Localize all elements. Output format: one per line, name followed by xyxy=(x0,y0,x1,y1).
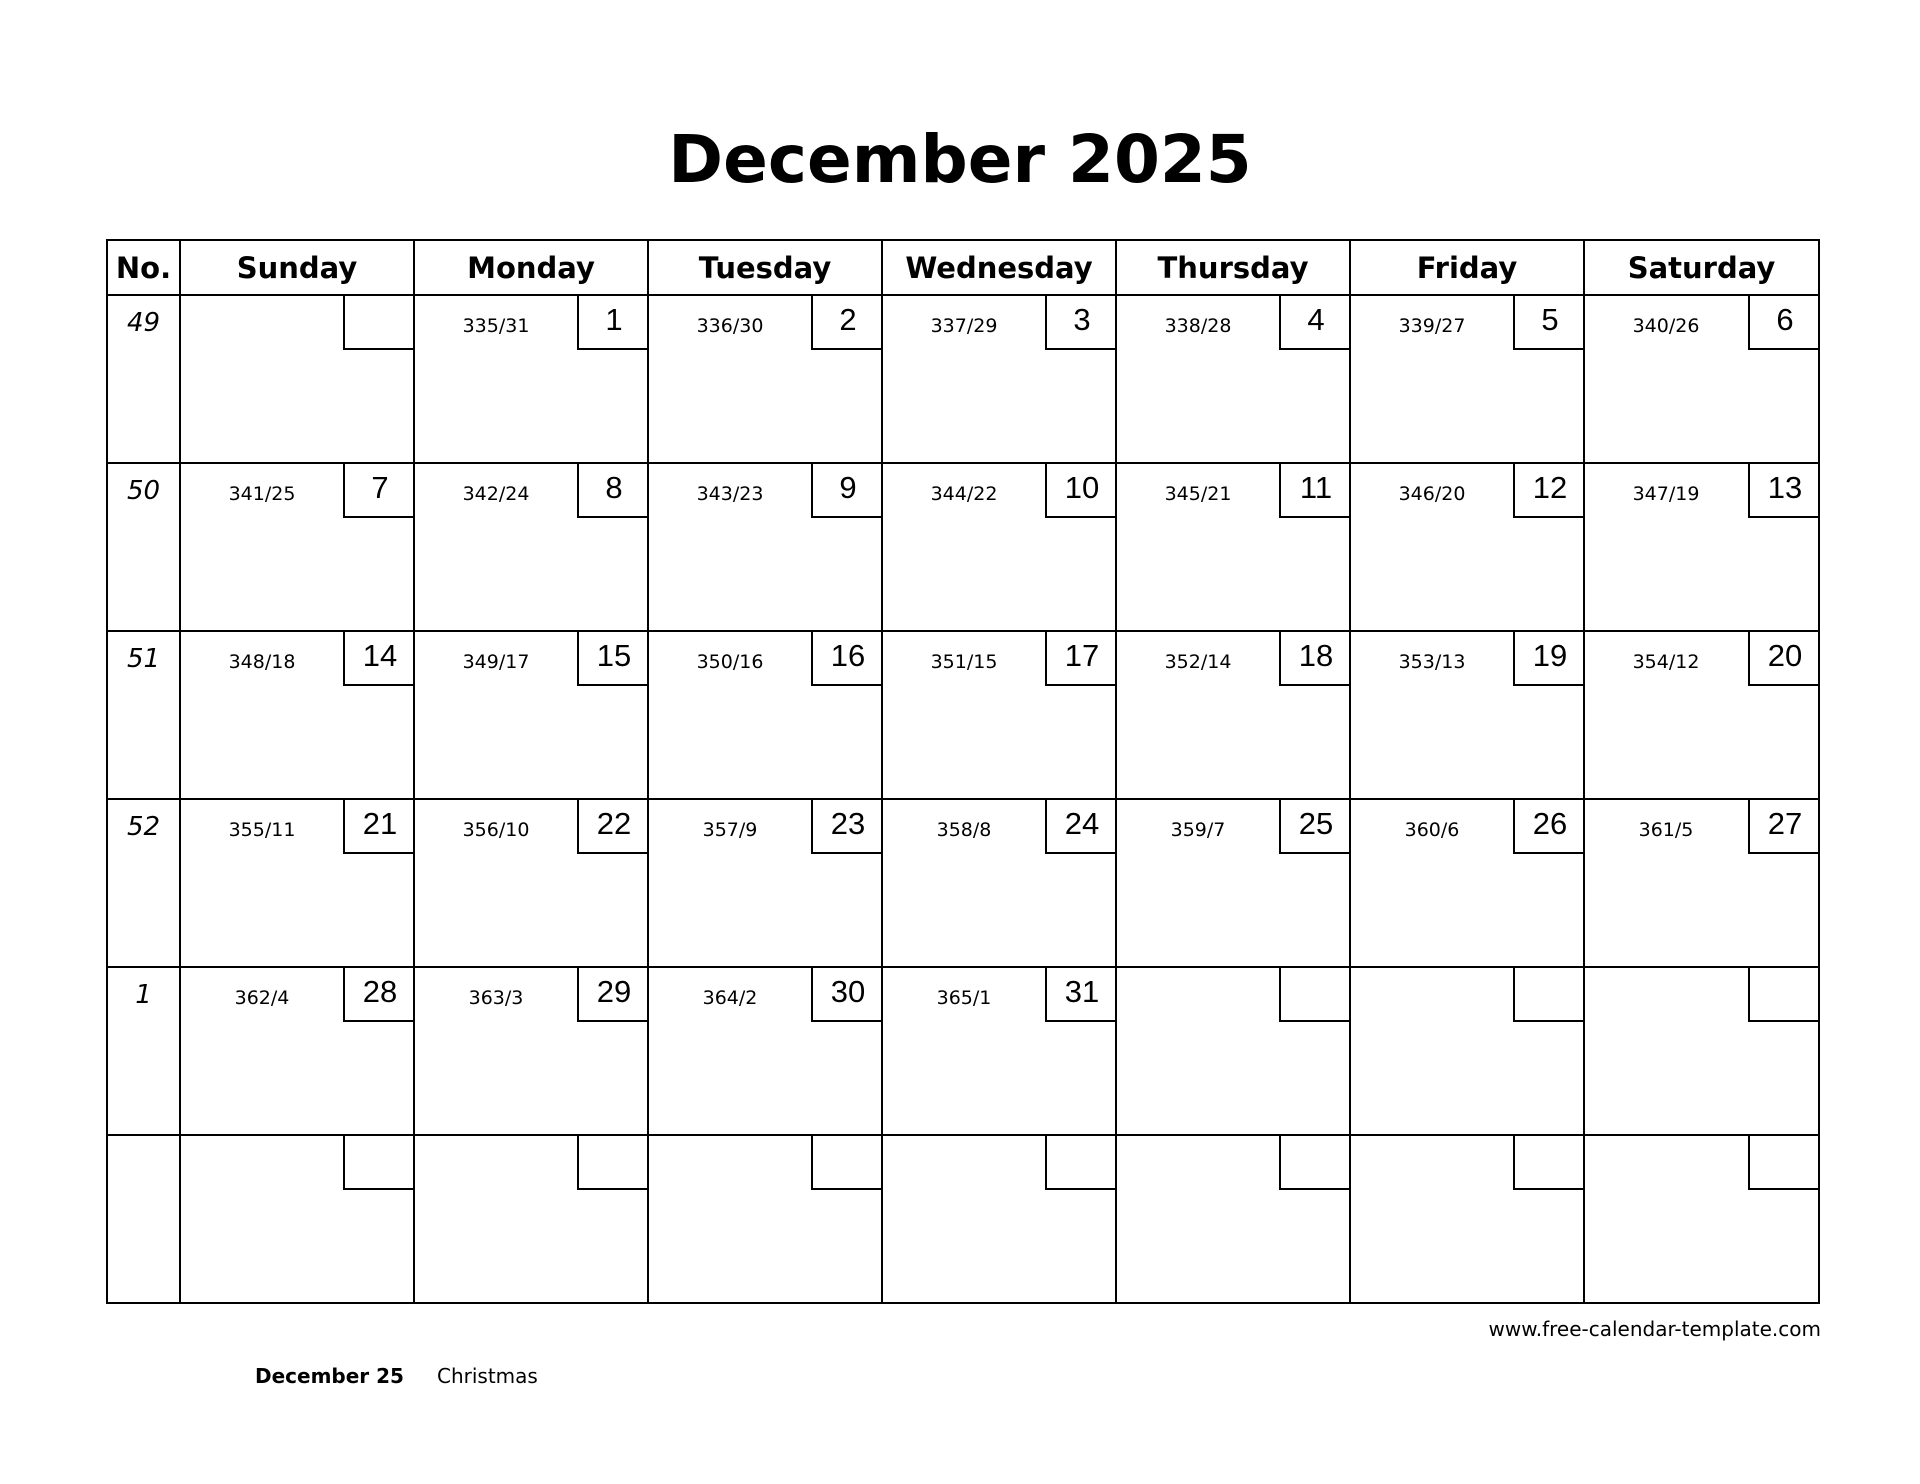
day-of-year: 365/1 xyxy=(936,987,992,1009)
day-number: 1 xyxy=(577,294,649,350)
day-cell[interactable] xyxy=(180,631,414,799)
day-cell[interactable] xyxy=(648,463,882,631)
weekday-header-friday: Friday xyxy=(1350,240,1584,295)
day-cell[interactable] xyxy=(414,631,648,799)
day-of-year: 340/26 xyxy=(1632,315,1700,337)
day-of-year: 363/3 xyxy=(468,987,524,1009)
day-cell[interactable] xyxy=(1584,463,1819,631)
day-number: 8 xyxy=(577,462,649,518)
day-cell[interactable] xyxy=(180,967,414,1135)
day-cell[interactable] xyxy=(180,1135,414,1303)
day-cell-body xyxy=(1351,800,1583,966)
day-cell-body xyxy=(181,464,413,630)
day-number: 10 xyxy=(1045,462,1117,518)
day-cell-body xyxy=(883,632,1115,798)
day-number: 18 xyxy=(1279,630,1351,686)
day-cell[interactable] xyxy=(882,463,1116,631)
day-number: 19 xyxy=(1513,630,1585,686)
holiday-list xyxy=(255,1363,538,1389)
day-of-year: 361/5 xyxy=(1638,819,1694,841)
week-number xyxy=(107,1135,180,1303)
day-number: 31 xyxy=(1045,966,1117,1022)
day-cell-body xyxy=(181,800,413,966)
day-number xyxy=(1513,966,1585,1022)
day-cell-body xyxy=(181,632,413,798)
day-cell-body xyxy=(883,296,1115,462)
week-row xyxy=(107,1135,1819,1303)
day-number: 2 xyxy=(811,294,883,350)
day-of-year: 357/9 xyxy=(702,819,758,841)
day-cell-body xyxy=(1117,1136,1349,1302)
day-number xyxy=(1748,966,1820,1022)
day-number xyxy=(1279,966,1351,1022)
day-number: 23 xyxy=(811,798,883,854)
day-cell-body xyxy=(649,632,881,798)
day-cell[interactable] xyxy=(1350,463,1584,631)
day-number: 13 xyxy=(1748,462,1820,518)
day-cell-body xyxy=(415,296,647,462)
day-of-year: 351/15 xyxy=(930,651,998,673)
day-cell[interactable] xyxy=(414,967,648,1135)
day-cell[interactable] xyxy=(1350,799,1584,967)
day-number: 27 xyxy=(1748,798,1820,854)
day-of-year: 356/10 xyxy=(462,819,530,841)
day-cell-body xyxy=(1351,1136,1583,1302)
day-cell-body xyxy=(883,800,1115,966)
day-number xyxy=(343,294,415,350)
day-number: 26 xyxy=(1513,798,1585,854)
day-of-year: 347/19 xyxy=(1632,483,1700,505)
day-cell-body xyxy=(1117,800,1349,966)
day-cell[interactable] xyxy=(648,1135,882,1303)
weekday-header-tuesday: Tuesday xyxy=(648,240,882,295)
day-cell-body xyxy=(1351,632,1583,798)
day-number: 24 xyxy=(1045,798,1117,854)
day-cell[interactable] xyxy=(1584,295,1819,463)
day-cell[interactable] xyxy=(1116,799,1350,967)
day-of-year: 359/7 xyxy=(1170,819,1226,841)
day-cell[interactable] xyxy=(1350,967,1584,1135)
day-cell-body xyxy=(1585,968,1818,1134)
day-cell-body xyxy=(1351,296,1583,462)
day-cell[interactable] xyxy=(882,1135,1116,1303)
day-cell[interactable] xyxy=(414,295,648,463)
day-cell-body xyxy=(1585,632,1818,798)
week-row xyxy=(107,631,1819,799)
day-number: 21 xyxy=(343,798,415,854)
day-cell[interactable] xyxy=(414,1135,648,1303)
day-cell[interactable] xyxy=(1350,295,1584,463)
day-cell[interactable] xyxy=(180,799,414,967)
week-number: 50 xyxy=(107,463,180,631)
day-cell-body xyxy=(1585,296,1818,462)
day-cell[interactable] xyxy=(1584,1135,1819,1303)
day-cell-body xyxy=(415,464,647,630)
day-cell-body xyxy=(649,968,881,1134)
day-number: 11 xyxy=(1279,462,1351,518)
week-row xyxy=(107,463,1819,631)
calendar-body xyxy=(107,295,1819,1303)
holiday-item xyxy=(255,1363,538,1389)
week-number: 1 xyxy=(107,967,180,1135)
day-cell-body xyxy=(181,296,413,462)
day-number xyxy=(1748,1134,1820,1190)
day-of-year: 342/24 xyxy=(462,483,530,505)
day-cell-body xyxy=(1117,464,1349,630)
calendar-grid xyxy=(106,239,1820,1304)
day-cell[interactable] xyxy=(1584,631,1819,799)
day-number: 4 xyxy=(1279,294,1351,350)
day-cell-body xyxy=(415,1136,647,1302)
day-cell[interactable] xyxy=(1116,295,1350,463)
day-cell[interactable] xyxy=(180,463,414,631)
day-cell-body xyxy=(883,1136,1115,1302)
day-cell-body xyxy=(415,632,647,798)
weekday-header-row xyxy=(107,240,1819,295)
day-of-year: 336/30 xyxy=(696,315,764,337)
day-of-year: 354/12 xyxy=(1632,651,1700,673)
weekday-header-wednesday: Wednesday xyxy=(882,240,1116,295)
week-row xyxy=(107,799,1819,967)
day-number: 28 xyxy=(343,966,415,1022)
website-credit: www.free-calendar-template.com xyxy=(1488,1317,1821,1341)
day-cell[interactable] xyxy=(882,295,1116,463)
weekday-header-thursday: Thursday xyxy=(1116,240,1350,295)
day-cell[interactable] xyxy=(1116,631,1350,799)
day-cell[interactable] xyxy=(882,967,1116,1135)
day-cell-body xyxy=(883,968,1115,1134)
day-cell-body xyxy=(415,968,647,1134)
day-of-year: 360/6 xyxy=(1404,819,1460,841)
day-number: 30 xyxy=(811,966,883,1022)
day-number xyxy=(1279,1134,1351,1190)
day-cell[interactable] xyxy=(1116,463,1350,631)
day-cell[interactable] xyxy=(882,799,1116,967)
day-cell-body xyxy=(649,296,881,462)
day-of-year: 344/22 xyxy=(930,483,998,505)
day-cell[interactable] xyxy=(1584,799,1819,967)
day-cell-body xyxy=(181,968,413,1134)
day-number: 7 xyxy=(343,462,415,518)
day-cell-body xyxy=(415,800,647,966)
day-cell[interactable] xyxy=(1350,631,1584,799)
day-number: 3 xyxy=(1045,294,1117,350)
day-cell-body xyxy=(181,1136,413,1302)
day-number xyxy=(1045,1134,1117,1190)
day-of-year: 353/13 xyxy=(1398,651,1466,673)
calendar-title: December 2025 xyxy=(668,121,1252,198)
day-of-year: 337/29 xyxy=(930,315,998,337)
day-cell-body xyxy=(883,464,1115,630)
day-cell-body xyxy=(1585,464,1818,630)
holiday-date: December 25 xyxy=(255,1364,404,1388)
weekday-header-saturday: Saturday xyxy=(1584,240,1819,295)
day-cell[interactable] xyxy=(414,463,648,631)
day-of-year: 341/25 xyxy=(228,483,296,505)
week-number: 52 xyxy=(107,799,180,967)
day-of-year: 364/2 xyxy=(702,987,758,1009)
day-cell-body xyxy=(1351,464,1583,630)
day-number: 15 xyxy=(577,630,649,686)
day-cell-body xyxy=(1117,296,1349,462)
day-cell[interactable] xyxy=(648,799,882,967)
day-of-year: 339/27 xyxy=(1398,315,1466,337)
day-cell-body xyxy=(649,800,881,966)
day-of-year: 358/8 xyxy=(936,819,992,841)
day-cell[interactable] xyxy=(1116,1135,1350,1303)
day-cell-body xyxy=(1117,968,1349,1134)
day-number: 25 xyxy=(1279,798,1351,854)
week-row xyxy=(107,295,1819,463)
day-cell[interactable] xyxy=(1116,967,1350,1135)
day-of-year: 338/28 xyxy=(1164,315,1232,337)
day-number: 16 xyxy=(811,630,883,686)
day-of-year: 343/23 xyxy=(696,483,764,505)
day-cell-body xyxy=(1117,632,1349,798)
day-of-year: 350/16 xyxy=(696,651,764,673)
day-cell[interactable] xyxy=(648,295,882,463)
holiday-name: Christmas xyxy=(437,1364,538,1388)
day-cell[interactable] xyxy=(648,631,882,799)
day-of-year: 349/17 xyxy=(462,651,530,673)
day-cell-body xyxy=(649,464,881,630)
day-cell[interactable] xyxy=(414,799,648,967)
week-number: 51 xyxy=(107,631,180,799)
weekday-header-monday: Monday xyxy=(414,240,648,295)
day-cell-body xyxy=(1351,968,1583,1134)
day-number: 6 xyxy=(1748,294,1820,350)
day-cell-body xyxy=(1585,800,1818,966)
weekday-header-sunday: Sunday xyxy=(180,240,414,295)
day-cell[interactable] xyxy=(648,967,882,1135)
day-number: 12 xyxy=(1513,462,1585,518)
day-of-year: 355/11 xyxy=(228,819,296,841)
day-number: 29 xyxy=(577,966,649,1022)
day-of-year: 352/14 xyxy=(1164,651,1232,673)
day-number xyxy=(811,1134,883,1190)
day-cell-body xyxy=(649,1136,881,1302)
day-number: 14 xyxy=(343,630,415,686)
day-of-year: 345/21 xyxy=(1164,483,1232,505)
day-number xyxy=(1513,1134,1585,1190)
day-of-year: 348/18 xyxy=(228,651,296,673)
day-number: 22 xyxy=(577,798,649,854)
week-row xyxy=(107,967,1819,1135)
day-number: 17 xyxy=(1045,630,1117,686)
day-of-year: 346/20 xyxy=(1398,483,1466,505)
day-cell[interactable] xyxy=(1584,967,1819,1135)
day-number xyxy=(343,1134,415,1190)
day-of-year: 362/4 xyxy=(234,987,290,1009)
day-number: 9 xyxy=(811,462,883,518)
day-cell[interactable] xyxy=(1350,1135,1584,1303)
day-number: 20 xyxy=(1748,630,1820,686)
day-number: 5 xyxy=(1513,294,1585,350)
day-cell[interactable] xyxy=(882,631,1116,799)
day-cell[interactable] xyxy=(180,295,414,463)
day-number xyxy=(577,1134,649,1190)
day-cell-body xyxy=(1585,1136,1818,1302)
day-of-year: 335/31 xyxy=(462,315,530,337)
week-number: 49 xyxy=(107,295,180,463)
week-number-header: No. xyxy=(107,240,180,295)
